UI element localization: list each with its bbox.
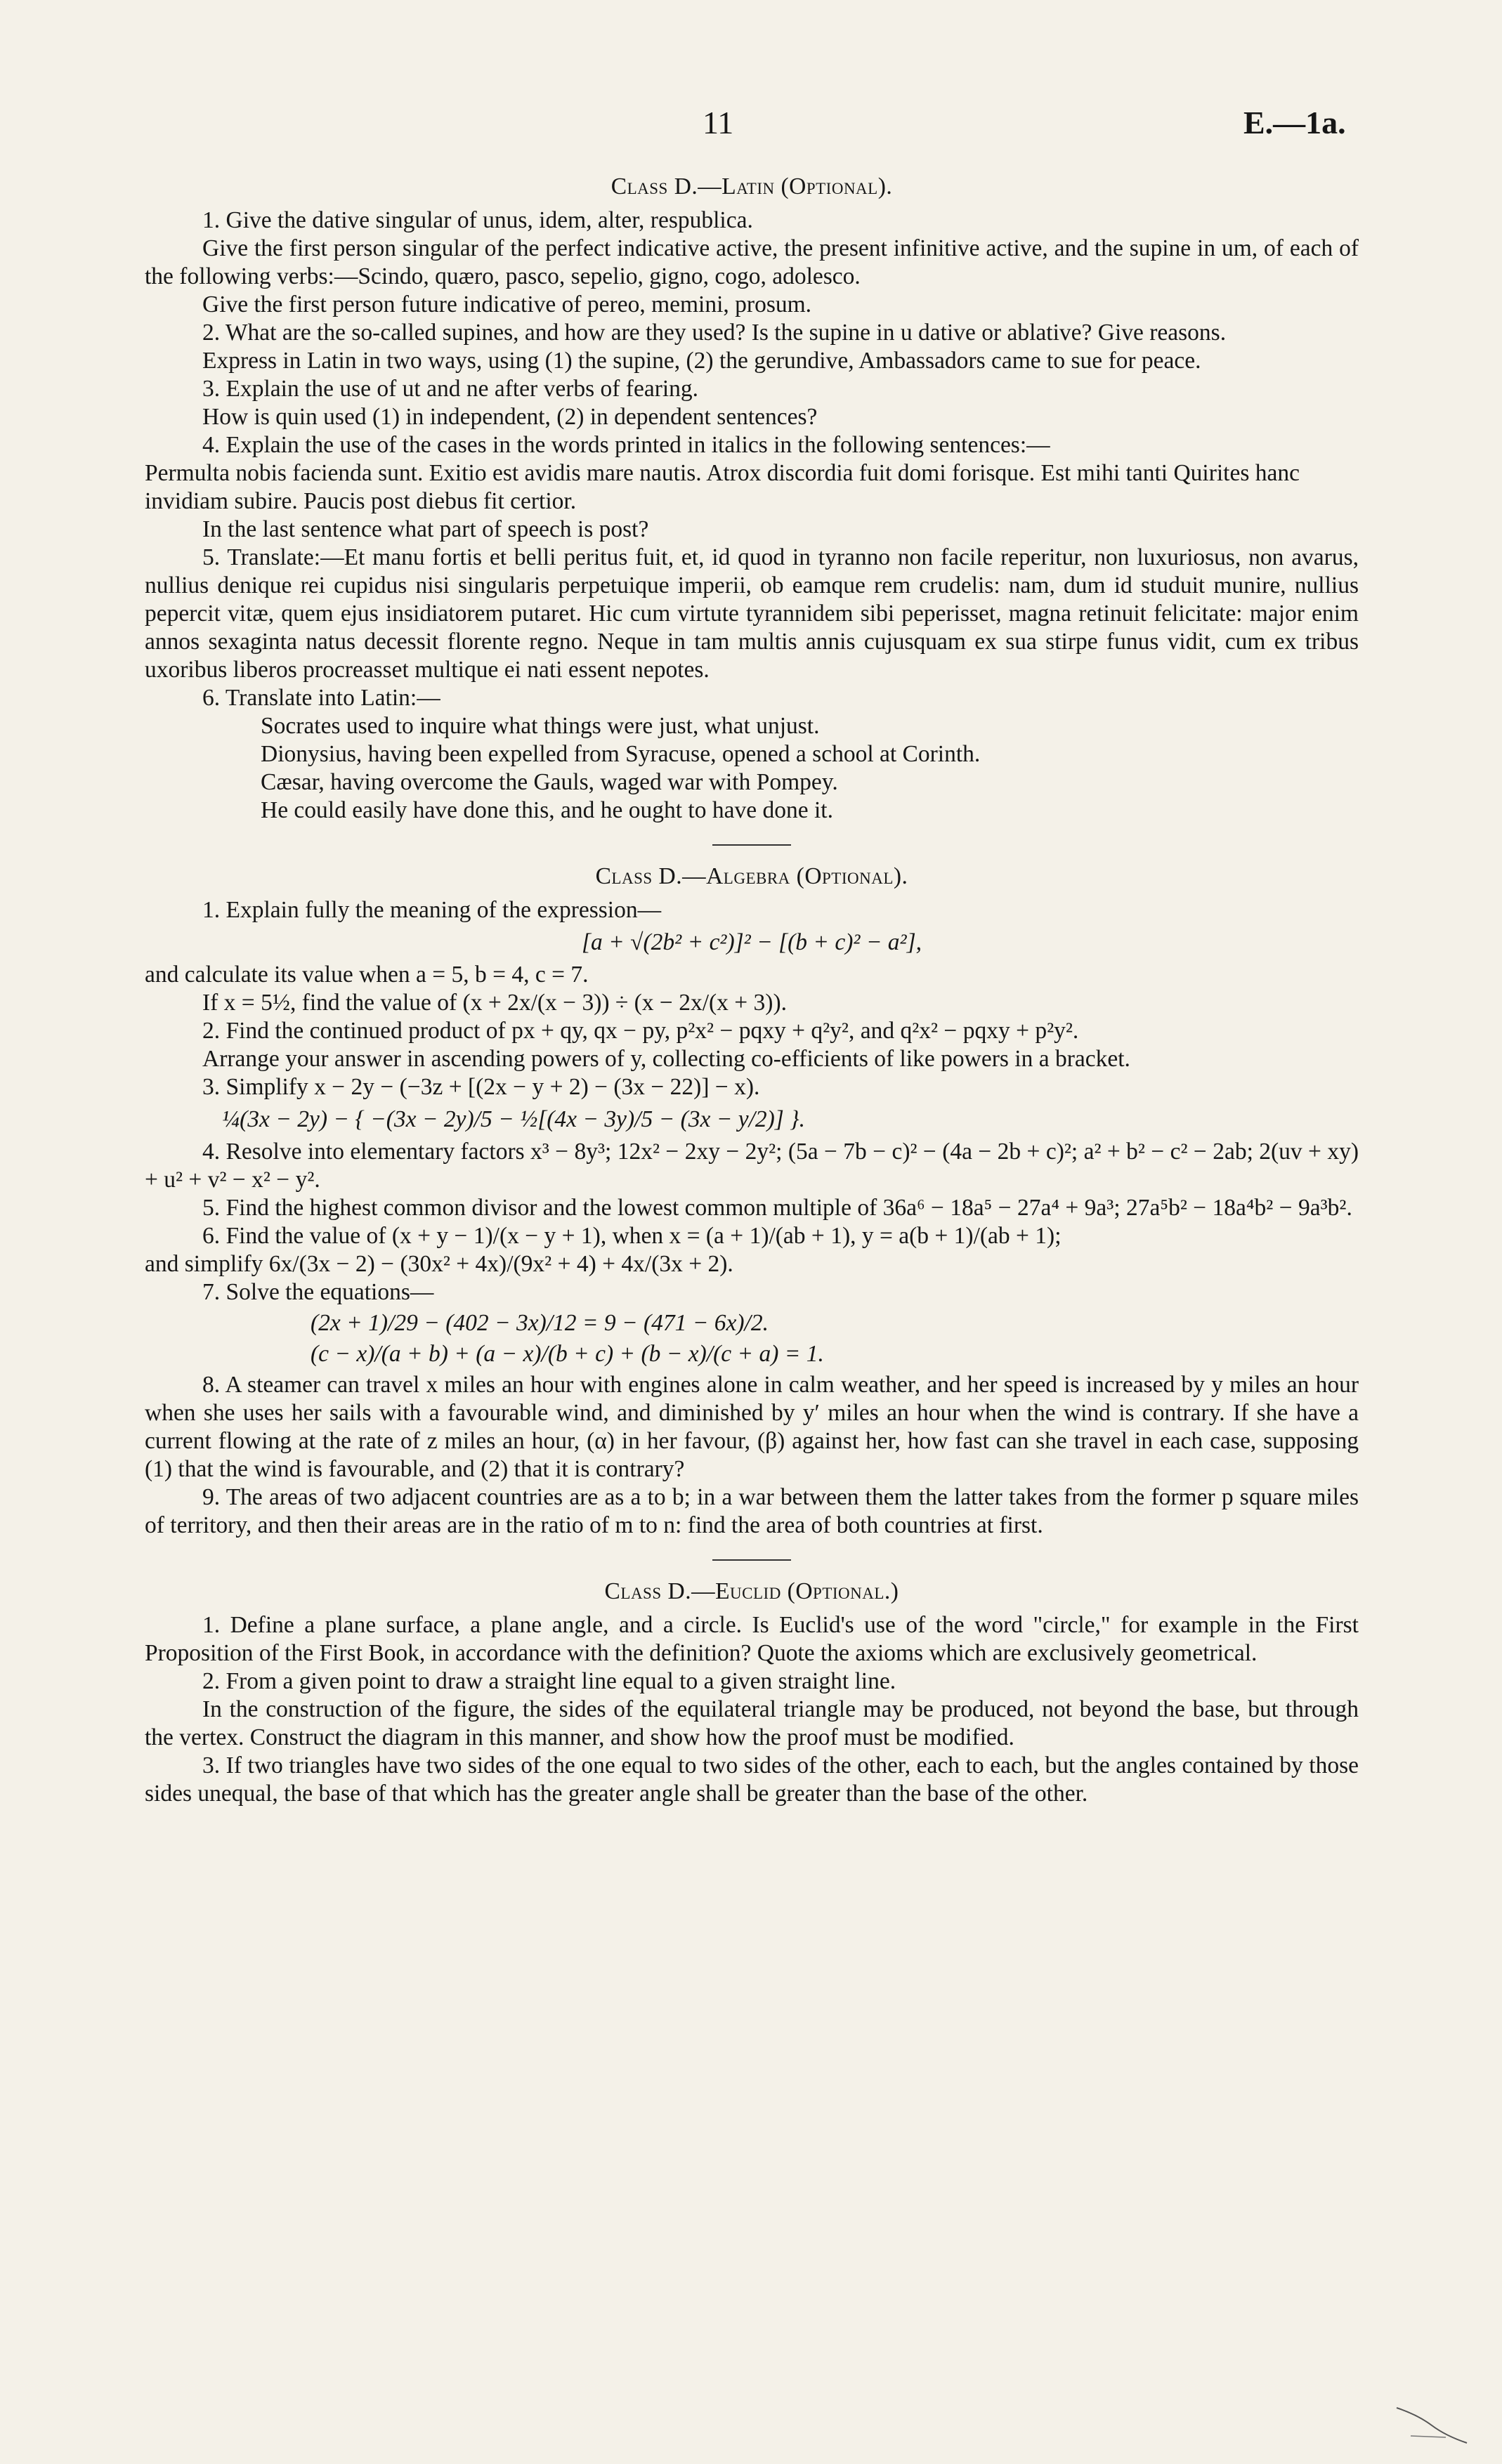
question-line: 9. The areas of two adjacent countries are as a to b; in a war between them the latter takes from the former p square miles of territory, and then their areas are in the ratio of m to n: find the area of both countries at first. bbox=[145, 1484, 1359, 1538]
question-line: In the last sentence what part of speech is post? bbox=[202, 516, 649, 542]
ink-mark-decoration bbox=[1390, 2394, 1474, 2450]
question-line: 4. Resolve into elementary factors x³ − 8y³; 12x² − 2xy − 2y²; (5a − 7b − c)² − (4a − 2b + c)²; a² + b² − c² − 2ab; 2(uv + xy) + u² + v² − x² − y². bbox=[145, 1139, 1359, 1193]
document-reference: E.—1a. bbox=[1243, 105, 1346, 140]
math-expression: [a + √(2b² + c²)]² − [(b + c)² − a²], bbox=[581, 929, 922, 955]
question-line: 1. Give the dative singular of unus, idem, alter, respublica. bbox=[202, 207, 753, 233]
section-divider bbox=[712, 844, 791, 846]
question-line: How is quin used (1) in independent, (2) in dependent sentences? bbox=[202, 404, 818, 430]
question-line: and simplify 6x/(3x − 2) − (30x² + 4x)/(9x² + 4) + 4x/(3x + 2). bbox=[145, 1251, 733, 1277]
question-line: 4. Explain the use of the cases in the words printed in italics in the following sentences:— bbox=[202, 432, 1050, 458]
page-number: 11 bbox=[703, 105, 734, 140]
question-line: He could easily have done this, and he ought to have done it. bbox=[261, 797, 833, 823]
question-line: Cæsar, having overcome the Gauls, waged war with Pompey. bbox=[261, 769, 838, 795]
question-line: 5. Find the highest common divisor and the lowest common multiple of 36a⁶ − 18a⁵ − 27a⁴ + 9a³; 27a⁵b² − 18a⁴b² − 9a³b². bbox=[202, 1195, 1352, 1221]
question-line: Socrates used to inquire what things were just, what unjust. bbox=[261, 713, 820, 739]
section-divider bbox=[712, 1559, 791, 1561]
question-line: 5. Translate:—Et manu fortis et belli peritus fuit, et, id quod in tyranno non facile reperitur, non luxuriosus, non avarus, nullius denique rei cupidus nisi singularis perpetuique imperii, ob eamque rem crudelis: nam, dum id studuit munire, nullius pepercit vitæ, quem ejus insidiatorem putaret. Hic cum virtute tyrannidem sibi peperisset, magna retinuit felicitate: major enim annos sexaginta natus decessit florente regno. Neque in tam multis annis cujusquam ex sua stirpe funus vidit, cum ex tribus uxoribus liberos procreasset multique ei nati essent nepotes. bbox=[145, 544, 1359, 683]
question-line: If x = 5½, find the value of (x + 2x/(x − 3)) ÷ (x − 2x/(x + 3)). bbox=[202, 990, 787, 1016]
question-line: 6. Translate into Latin:— bbox=[202, 685, 440, 711]
page-header bbox=[0, 104, 1502, 153]
math-expression: (c − x)/(a + b) + (a − x)/(b + c) + (b − x)/(c + a) = 1. bbox=[311, 1341, 824, 1367]
question-line: Give the first person future indicative of pereo, memini, prosum. bbox=[202, 291, 812, 317]
question-line: 2. What are the so-called supines, and how are they used? Is the supine in u dative or ablative? Give reasons. bbox=[202, 320, 1227, 346]
question-line: 6. Find the value of (x + y − 1)/(x − y + 1), when x = (a + 1)/(ab + 1), y = a(b + 1)/(ab + 1); bbox=[202, 1223, 1062, 1249]
question-line: 3. If two triangles have two sides of the one equal to two sides of the other, each to each, but the angles contained by those sides unequal, the base of that which has the greater angle shall be greater than the base of the other. bbox=[145, 1752, 1359, 1807]
question-line: In the construction of the figure, the sides of the equilateral triangle may be produced, not beyond the base, but through the vertex. Construct the diagram in this manner, and show how the proof must be modified. bbox=[145, 1696, 1359, 1750]
question-line: Permulta nobis facienda sunt. Exitio est avidis mare nautis. Atrox discordia fuit domi forisque. Est mihi tanti Quirites hanc invidiam subire. Paucis post diebus fit certior. bbox=[145, 460, 1300, 514]
question-line: 2. From a given point to draw a straight line equal to a given straight line. bbox=[202, 1668, 896, 1694]
math-expression: (2x + 1)/29 − (402 − 3x)/12 = 9 − (471 − 6x)/2. bbox=[311, 1310, 769, 1336]
question-line: Give the first person singular of the perfect indicative active, the present infinitive active, and the supine in um, of each of the following verbs:—Scindo, quæro, pasco, sepelio, gigno, cogo, adolesco. bbox=[145, 235, 1359, 289]
question-line: 7. Solve the equations— bbox=[202, 1279, 434, 1305]
question-line: 3. Explain the use of ut and ne after verbs of fearing. bbox=[202, 376, 699, 402]
math-expression: ¼(3x − 2y) − { −(3x − 2y)/5 − ½[(4x − 3y)/5 − (3x − y/2)] }. bbox=[222, 1106, 805, 1132]
question-line: Arrange your answer in ascending powers of y, collecting co-efficients of like powers in a bracket. bbox=[202, 1046, 1130, 1072]
question-line: 1. Explain fully the meaning of the expression— bbox=[202, 897, 662, 923]
section-title: Class D.—Algebra (Optional). bbox=[595, 863, 908, 889]
question-line: and calculate its value when a = 5, b = 4, c = 7. bbox=[145, 962, 589, 988]
question-line: 1. Define a plane surface, a plane angle, and a circle. Is Euclid's use of the word "circle," for example in the First Proposition of the First Book, in accordance with the definition? Quote the axioms which are exclusively geometrical. bbox=[145, 1612, 1359, 1666]
question-line: 3. Simplify x − 2y − (−3z + [(2x − y + 2) − (3x − 22)] − x). bbox=[202, 1074, 760, 1100]
question-line: 2. Find the continued product of px + qy, qx − py, p²x² − pqxy + q²y², and q²x² − pqxy + p²y². bbox=[202, 1018, 1079, 1044]
question-line: Dionysius, having been expelled from Syracuse, opened a school at Corinth. bbox=[261, 741, 981, 767]
question-line: 8. A steamer can travel x miles an hour with engines alone in calm weather, and her speed is increased by y miles an hour when she uses her sails with a favourable wind, and diminished by y′ miles an hour when the wind is contrary. If she have a current flowing at the rate of z miles an hour, (α) in her favour, (β) against her, how fast can she travel in each case, supposing (1) that the wind is favourable, and (2) that it is contrary? bbox=[145, 1372, 1359, 1482]
question-line: Express in Latin in two ways, using (1) the supine, (2) the gerundive, Ambassadors came to sue for peace. bbox=[202, 348, 1201, 374]
section-title: Class D.—Euclid (Optional.) bbox=[604, 1578, 899, 1604]
document-body bbox=[145, 169, 1359, 1808]
section-title: Class D.—Latin (Optional). bbox=[610, 173, 893, 199]
